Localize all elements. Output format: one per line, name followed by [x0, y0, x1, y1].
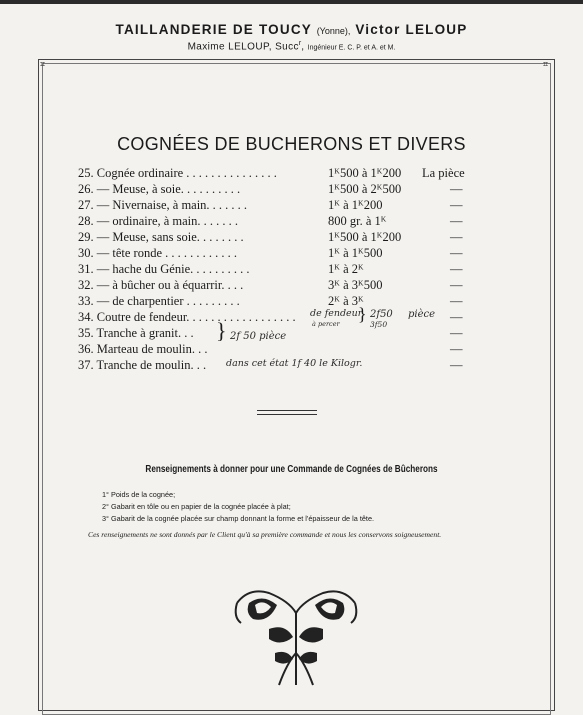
item-price: 1ᴷ500 à 1ᴷ200 — [328, 166, 402, 180]
brace-mark-icon: } — [216, 318, 227, 343]
table-row — [78, 245, 518, 261]
company-owner: Victor LELOUP — [355, 22, 468, 37]
item-price: 1ᴷ500 à 1ᴷ200 — [328, 230, 402, 244]
handwritten-note: dans cet état 1f 40 le Kilogr. — [226, 358, 363, 369]
item-label: 30. — tête ronde . . . . . . . . . . . . — [78, 246, 238, 260]
handwritten-note: 2f50 — [370, 309, 393, 320]
item-price: 1ᴷ à 1ᴷ500 — [328, 246, 383, 260]
item-dash: — — [450, 310, 463, 324]
item-dash: — — [450, 214, 463, 228]
item-dash: — — [450, 358, 463, 372]
item-price: 2ᴷ à 3ᴷ — [328, 294, 364, 308]
scan-edge — [0, 0, 583, 4]
handwritten-note: pièce — [408, 309, 436, 320]
company-name: TAILLANDERIE DE TOUCY — [115, 22, 312, 37]
successor-sup: r — [298, 40, 302, 47]
leaf-ornament-icon — [229, 583, 363, 688]
item-label: 26. — Meuse, à soie. . . . . . . . . . — [78, 182, 241, 196]
price-list — [78, 165, 518, 373]
corner-ornament-left-icon: ⌗ — [40, 59, 46, 69]
table-row — [78, 357, 518, 373]
item-label: 37. Tranche de moulin. . . — [78, 358, 207, 372]
handwritten-note: 2f 50 pièce — [230, 331, 287, 342]
item-dash: — — [450, 294, 463, 308]
table-row — [78, 341, 518, 357]
item-price: 1ᴷ à 1ᴷ200 — [328, 198, 383, 212]
item-dash: — — [450, 262, 463, 276]
item-label: 27. — Nivernaise, à main. . . . . . . — [78, 198, 248, 212]
item-label: 32. — à bûcher ou à équarrir. . . . — [78, 278, 244, 292]
item-label: 33. — de charpentier . . . . . . . . . — [78, 294, 240, 308]
table-row — [78, 293, 518, 309]
handwritten-note: 3f50 — [370, 320, 388, 329]
item-label: 34. Coutre de fendeur. . . . . . . . . . . . . . . . . . — [78, 310, 296, 324]
corner-ornament-right-icon: ⌗ — [543, 59, 549, 69]
handwritten-note: à percer — [312, 320, 340, 328]
item-dash: — — [450, 326, 463, 340]
page-title: COGNÉES DE BUCHERONS ET DIVERS — [117, 134, 466, 154]
item-dash: — — [450, 278, 463, 292]
table-row — [78, 165, 518, 181]
list-item: 3° Gabarit de la cognée placée sur champ donnant la forme et l'épaisseur de la tête. — [102, 514, 375, 523]
item-price: 1ᴷ à 2ᴷ — [328, 262, 364, 276]
table-row — [78, 304, 518, 329]
item-price: 800 gr. à 1ᴷ — [328, 214, 387, 228]
item-dash: — — [450, 198, 463, 212]
brace-mark-icon: } — [358, 304, 367, 324]
company-location: (Yonne), — [316, 26, 351, 36]
item-price: 1ᴷ500 à 2ᴷ500 — [328, 182, 402, 196]
table-row — [78, 277, 518, 293]
list-item: 1° Poids de la cognée; — [102, 490, 176, 499]
successor-line: Maxime LELOUP, Succ$^r$, Ingénieur E. C. P. et A. et M. — [187, 40, 396, 53]
item-dash: — — [450, 342, 463, 356]
item-unit: La pièce — [422, 166, 465, 180]
renseignements-note: Ces renseignements ne sont donnés par le Client qu'à sa première commande et nous les conservons soigneusement. — [88, 530, 442, 539]
successor-name: Maxime LELOUP, Succ — [187, 41, 299, 53]
item-label: 28. — ordinaire, à main. . . . . . . — [78, 214, 239, 228]
item-dash: — — [450, 230, 463, 244]
list-item: 2° Gabarit en tôle ou en papier de la cognée placée à plat; — [102, 502, 291, 511]
registration-text: Ingénieur E. C. P. et A. et M. — [307, 44, 396, 52]
handwritten-note: de fendeur — [310, 308, 363, 319]
item-label: 35. Tranche à granit. . . — [78, 326, 194, 340]
section-separator — [257, 410, 317, 415]
item-label: 31. — hache du Génie. . . . . . . . . . — [78, 262, 250, 276]
table-row — [78, 229, 518, 245]
item-label: 29. — Meuse, sans soie. . . . . . . . — [78, 230, 244, 244]
item-label: 25. Cognée ordinaire . . . . . . . . . . . . . . . — [78, 166, 277, 180]
item-dash: — — [450, 246, 463, 260]
renseignements-list — [102, 489, 522, 525]
table-row — [78, 213, 518, 229]
item-dash: — — [450, 182, 463, 196]
renseignements-title: Renseignements à donner pour une Commande de Cognées de Bûcherons — [145, 463, 438, 475]
table-row — [78, 181, 518, 197]
item-label: 36. Marteau de moulin. . . — [78, 342, 208, 356]
table-row — [78, 197, 518, 213]
item-price: 3ᴷ à 3ᴷ500 — [328, 278, 383, 292]
table-row — [78, 261, 518, 277]
company-header — [0, 22, 583, 37]
